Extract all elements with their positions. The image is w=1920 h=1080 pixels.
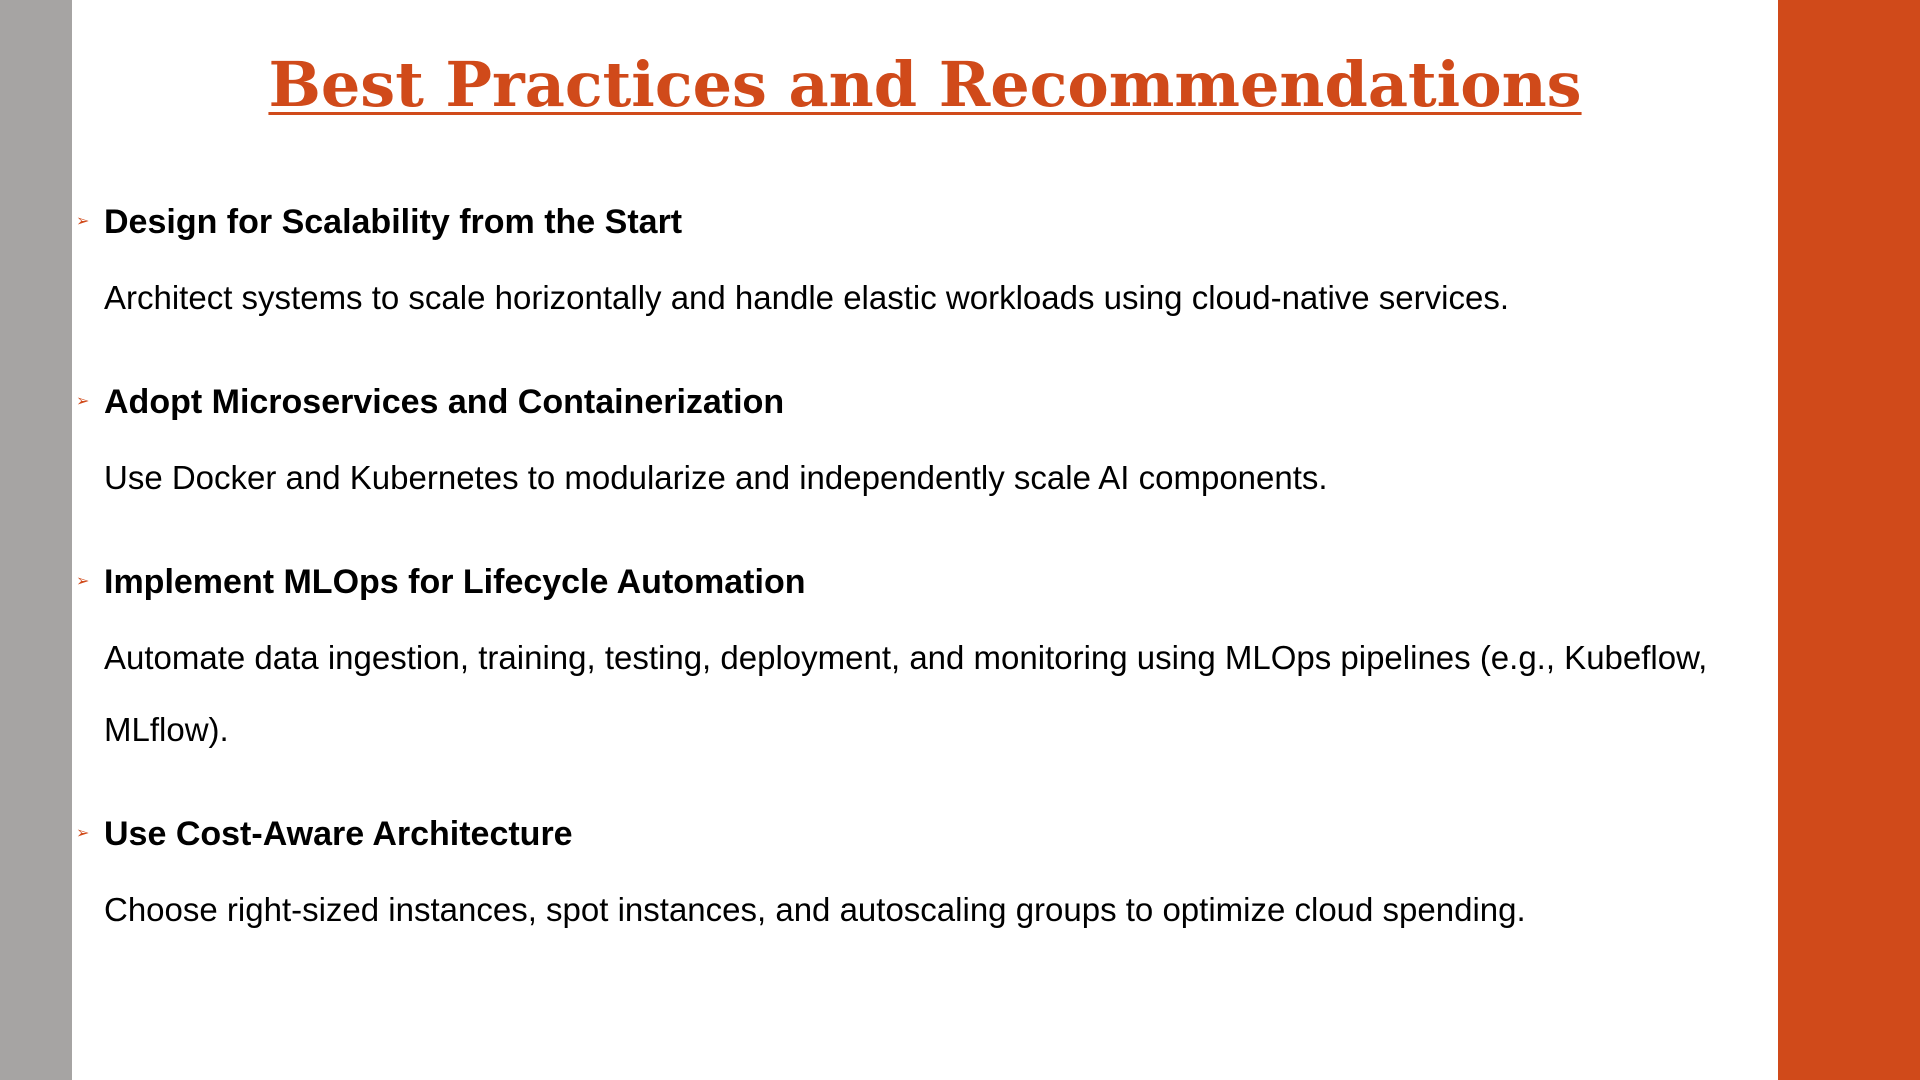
- arrow-bullet-icon: ➢: [76, 825, 90, 842]
- arrow-bullet-icon: ➢: [76, 393, 90, 410]
- item-heading: Use Cost-Aware Architecture: [104, 815, 573, 853]
- bullet-list: [72, 196, 1772, 988]
- list-item-cost-aware: [72, 808, 1772, 946]
- item-heading: Adopt Microservices and Containerization: [104, 383, 785, 421]
- item-description: Automate data ingestion, training, testing, deployment, and monitoring using MLOps pipelines (e.g., Kubeflow, MLflow).: [104, 639, 1708, 748]
- item-description: Choose right-sized instances, spot instances, and autoscaling groups to optimize cloud spending.: [104, 891, 1526, 928]
- list-item-scalability: [72, 196, 1772, 334]
- list-item-mlops: [72, 556, 1772, 766]
- item-heading: Implement MLOps for Lifecycle Automation: [104, 563, 806, 601]
- list-item-microservices: [72, 376, 1772, 514]
- item-description: Use Docker and Kubernetes to modularize and independently scale AI components.: [104, 459, 1328, 496]
- arrow-bullet-icon: ➢: [76, 573, 90, 590]
- left-decorative-bar: [0, 0, 72, 1080]
- slide-title: Best Practices and Recommendations: [268, 48, 1582, 121]
- arrow-bullet-icon: ➢: [76, 213, 90, 230]
- item-heading: Design for Scalability from the Start: [104, 203, 683, 241]
- item-description: Architect systems to scale horizontally and handle elastic workloads using cloud-native services.: [104, 279, 1509, 316]
